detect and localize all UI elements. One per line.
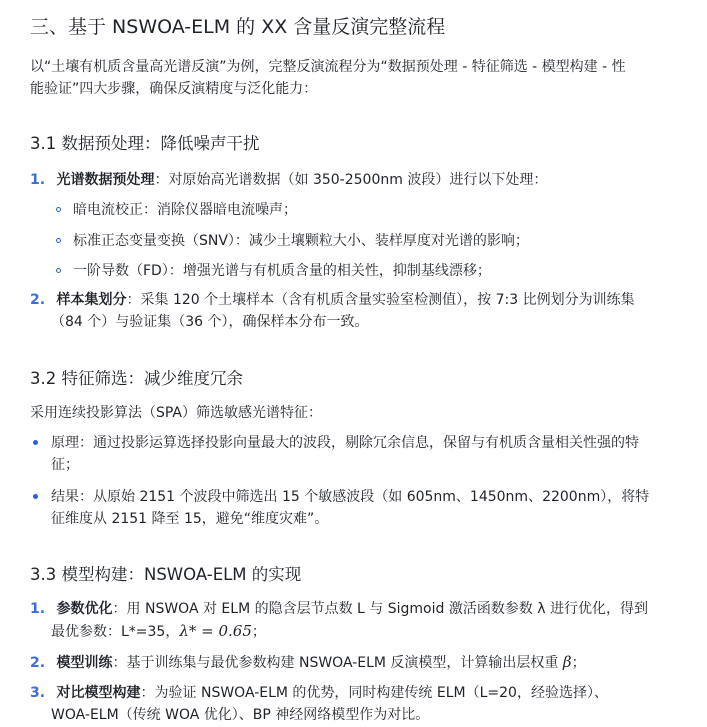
section-title: 三、基于 NSWOA-ELM 的 XX 含量反演完整流程 xyxy=(30,16,446,38)
list-number: 2. xyxy=(30,655,46,671)
spa-intro: 采用连续投影算法（SPA）筛选敏感光谱特征： xyxy=(30,405,323,421)
list-item-sample-split-cont: （84 个）与验证集（36 个），确保样本分布一致。 xyxy=(51,314,369,330)
optimal-params-text: 最优参数：L*=35， xyxy=(51,624,180,640)
lambda-formula: λ* = 0.65 xyxy=(179,622,252,640)
item-label: 参数优化 xyxy=(56,601,113,617)
item-label: 样本集划分 xyxy=(56,292,127,308)
bullet-result-line-1: 结果：从原始 2151 个波段中筛选出 15 个敏感波段（如 605nm、1450nm、2200nm），将特 xyxy=(51,489,650,505)
list-number: 3. xyxy=(30,685,46,701)
bullet-icon xyxy=(33,440,38,445)
item-label: 模型训练 xyxy=(56,655,113,671)
item-label: 光谱数据预处理 xyxy=(56,172,155,188)
item-text: ：对原始高光谱数据（如 350-2500nm 波段）进行以下处理： xyxy=(154,172,548,188)
bullet-principle-line-2: 征； xyxy=(51,457,79,473)
hollow-bullet-icon xyxy=(56,207,61,212)
hollow-bullet-icon xyxy=(56,268,61,273)
semicolon: ； xyxy=(251,624,266,640)
bullet-icon xyxy=(33,494,38,499)
bullet-principle-line-1: 原理：通过投影运算选择投影向量最大的波段，剔除冗余信息，保留与有机质含量相关性强的特 xyxy=(51,435,639,451)
subsection-title-3-2: 3.2 特征筛选：减少维度冗余 xyxy=(30,369,243,388)
hollow-bullet-icon xyxy=(56,238,61,243)
beta-symbol: β xyxy=(562,653,572,671)
list-item-comparison-cont: WOA-ELM（传统 WOA 优化）、BP 神经网络模型作为对比。 xyxy=(51,707,430,723)
item-text: ：用 NSWOA 对 ELM 的隐含层节点数 L 与 Sigmoid 激活函数参数 λ 进行优化，得到 xyxy=(112,601,649,617)
list-item-comparison xyxy=(30,682,608,704)
list-number: 2. xyxy=(30,292,46,308)
list-item-param-opt-cont xyxy=(51,620,266,643)
list-item-sample-split xyxy=(30,289,635,311)
subsection-title-3-1: 3.1 数据预处理：降低噪声干扰 xyxy=(30,134,260,153)
list-item-training xyxy=(30,651,586,674)
sub-item-fd: 一阶导数（FD）：增强光谱与有机质含量的相关性，抑制基线漂移； xyxy=(73,263,491,279)
list-number: 1. xyxy=(30,172,46,188)
item-text: ：采集 120 个土壤样本（含有机质含量实验室检测值），按 7:3 比例划分为训练集 xyxy=(126,292,635,308)
sub-item-snv: 标准正态变量变换（SNV）：减少土壤颗粒大小、装样厚度对光谱的影响； xyxy=(73,233,529,249)
intro-line-2: 能验证”四大步骤，确保反演精度与泛化能力： xyxy=(30,81,318,97)
subsection-title-3-3: 3.3 模型构建：NSWOA-ELM 的实现 xyxy=(30,565,302,584)
list-item-param-opt xyxy=(30,598,648,620)
item-text: ：为验证 NSWOA-ELM 的优势，同时构建传统 ELM（L=20，经验选择）、 xyxy=(140,685,608,701)
semicolon: ； xyxy=(571,655,586,671)
list-number: 1. xyxy=(30,601,46,617)
intro-line-1: 以“土壤有机质含量高光谱反演”为例，完整反演流程分为“数据预处理 - 特征筛选 - 模型构建 - 性 xyxy=(30,59,626,75)
bullet-result-line-2: 征维度从 2151 降至 15，避免“维度灾难”。 xyxy=(51,511,329,527)
item-text: ：基于训练集与最优参数构建 NSWOA-ELM 反演模型，计算输出层权重 xyxy=(112,655,563,671)
sub-item-dark-current: 暗电流校正：消除仪器暗电流噪声； xyxy=(73,202,297,218)
list-item-preprocess xyxy=(30,169,547,191)
item-label: 对比模型构建 xyxy=(56,685,141,701)
